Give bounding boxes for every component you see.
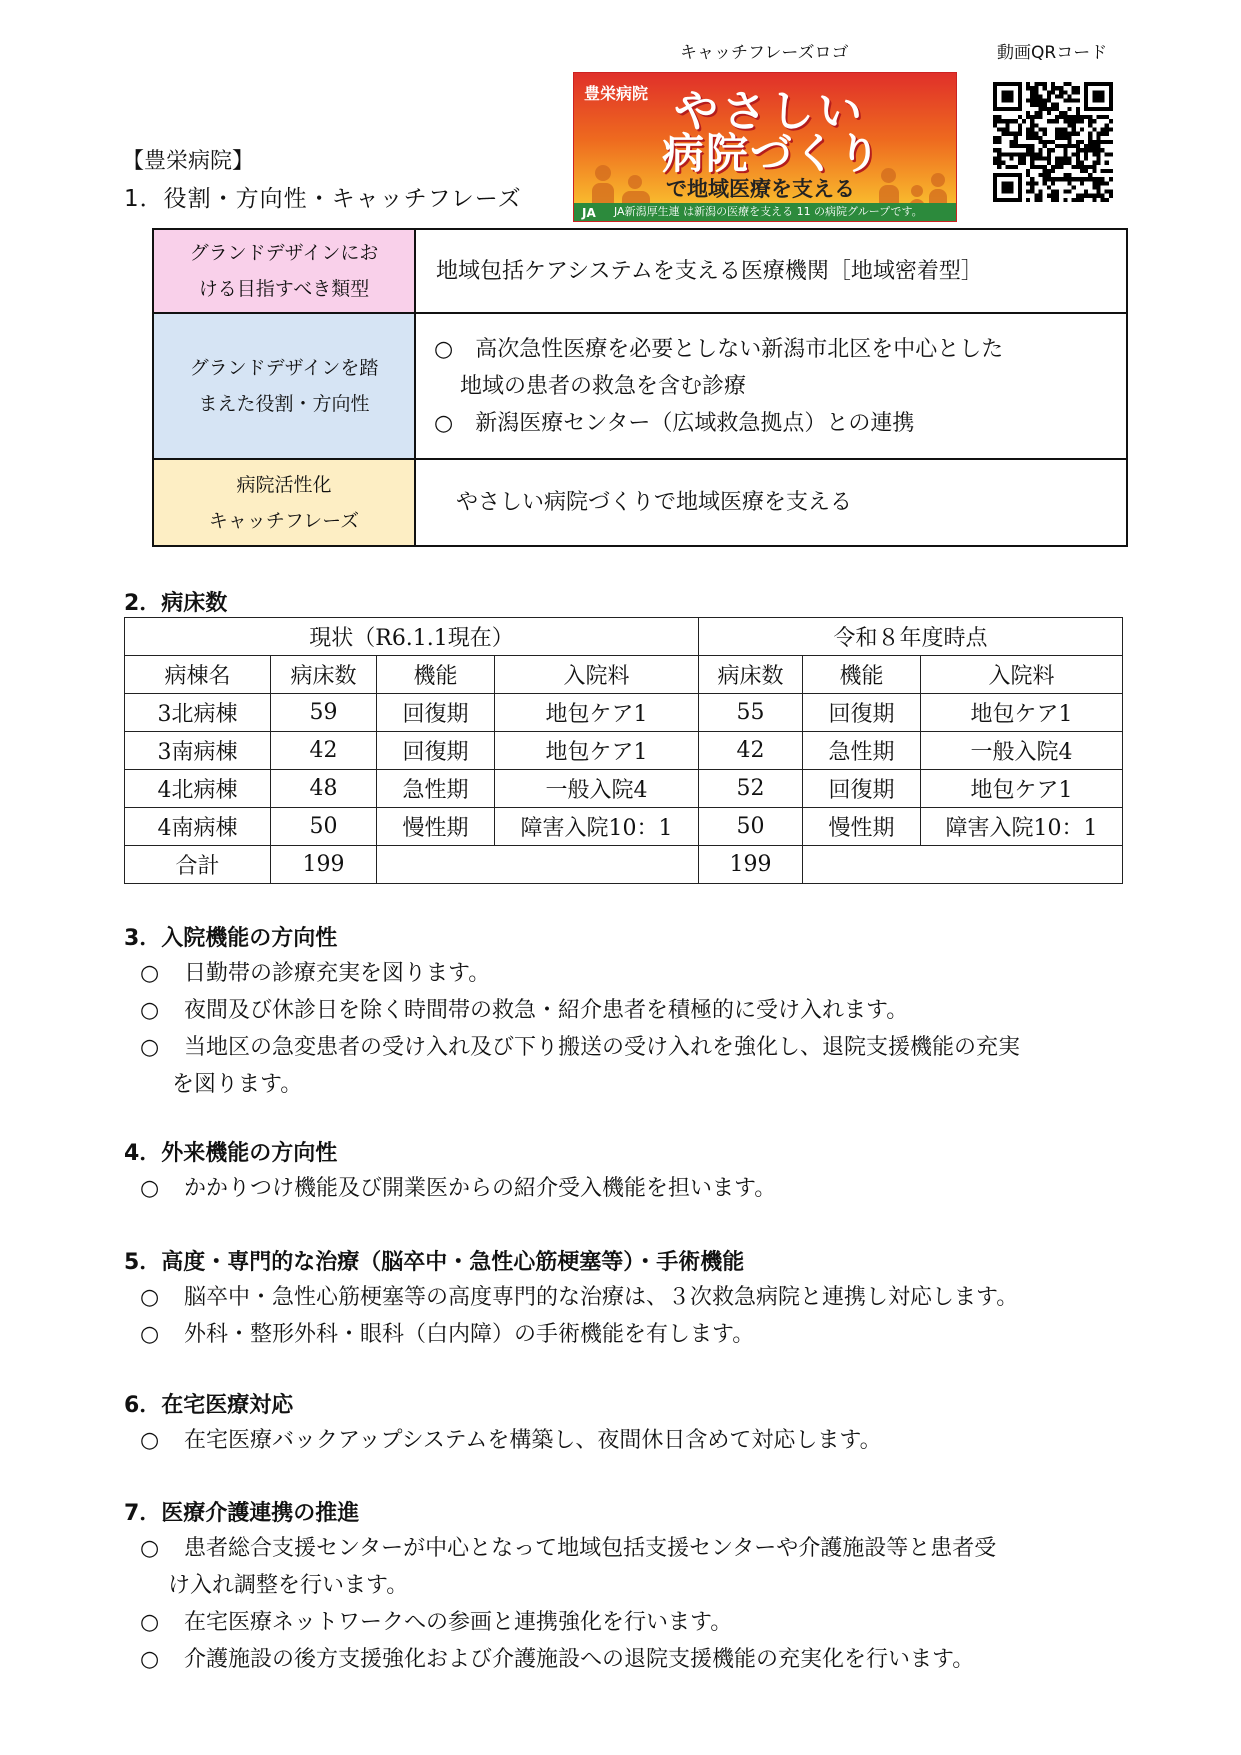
list-item-continuation: を図ります。 [172, 1072, 303, 1097]
role-label-direction: グランドデザインを踏 まえた役割・方向性 [153, 313, 415, 459]
section1-title: 1．役割・方向性・キャッチフレーズ [124, 186, 522, 212]
col-header: 機能 [377, 656, 495, 694]
admission-fee-future: 障害入院10：1 [921, 808, 1123, 846]
ward-name: 4南病棟 [125, 808, 271, 846]
list-item: ○ 介護施設の後方支援強化および介護施設への退院支援機能の充実化を行います。 [140, 1647, 975, 1672]
role-label-catchphrase: 病院活性化 キャッチフレーズ [153, 459, 415, 546]
admission-fee-future: 地包ケア1 [921, 770, 1123, 808]
section2-title: 2．病床数 [124, 591, 228, 616]
bed-count-future: 50 [699, 808, 803, 846]
function: 回復期 [377, 732, 495, 770]
section3-title: 3．入院機能の方向性 [124, 926, 338, 951]
logo-band: JA新潟厚生連 は新潟の医療を支える 11 の病院グループです。 [574, 203, 956, 221]
function-future: 回復期 [803, 694, 921, 732]
col-header: 病床数 [271, 656, 377, 694]
admission-fee-future: 一般入院4 [921, 732, 1123, 770]
role-label-type: グランドデザインにお ける目指すべき類型 [153, 229, 415, 313]
list-item: ○ 当地区の急変患者の受け入れ及び下り搬送の受け入れを強化し、退院支援機能の充実 [140, 1035, 1021, 1060]
section7-list [128, 1530, 1138, 1678]
logo-line2: 病院づくり [662, 129, 883, 178]
ward-name: 4北病棟 [125, 770, 271, 808]
function-future: 慢性期 [803, 808, 921, 846]
admission-fee-future: 地包ケア1 [921, 694, 1123, 732]
empty-cell [803, 846, 1123, 884]
function: 慢性期 [377, 808, 495, 846]
col-header: 病床数 [699, 656, 803, 694]
bed-count: 42 [271, 732, 377, 770]
table-row [125, 808, 1123, 846]
total-row [125, 846, 1123, 884]
section4-title: 4．外来機能の方向性 [124, 1141, 338, 1166]
total-future: 199 [699, 846, 803, 884]
role-value-direction: ○ 高次急性医療を必要としない新潟市北区を中心とした 地域の患者の救急を含む診療 ○ 新潟医療センター（広域救急拠点）との連携 [415, 313, 1127, 459]
logo-line3: で地域医療を支える [666, 177, 855, 201]
list-item: ○ 日勤帯の診療充実を図ります。 [140, 961, 491, 986]
list-item: ○ 夜間及び休診日を除く時間帯の救急・紹介患者を積極的に受け入れます。 [140, 998, 909, 1023]
logo-caption: キャッチフレーズロゴ [680, 43, 849, 63]
list-item: ○ 外科・整形外科・眼科（白内障）の手術機能を有します。 [140, 1322, 755, 1347]
admission-fee: 一般入院4 [495, 770, 699, 808]
section3-list [128, 955, 1138, 1103]
total-current: 199 [271, 846, 377, 884]
ward-name: 3北病棟 [125, 694, 271, 732]
function-future: 回復期 [803, 770, 921, 808]
admission-fee: 地包ケア1 [495, 732, 699, 770]
role-table [152, 228, 1128, 547]
list-item: ○ 患者総合支援センターが中心となって地域包括支援センターや介護施設等と患者受 [140, 1536, 997, 1561]
qr-code-icon [993, 82, 1113, 202]
section6-list [128, 1422, 1138, 1459]
section5-title: 5．高度・専門的な治療（脳卒中・急性心筋梗塞等）・手術機能 [124, 1250, 745, 1275]
bed-count-table [124, 617, 1123, 884]
ward-name: 3南病棟 [125, 732, 271, 770]
qr-caption: 動画QRコード [997, 43, 1108, 63]
bed-count-future: 55 [699, 694, 803, 732]
bed-count-future: 42 [699, 732, 803, 770]
logo-hospital-name: 豊栄病院 [584, 84, 649, 103]
col-header: 機能 [803, 656, 921, 694]
group-future: 令和８年度時点 [699, 618, 1123, 656]
list-item: ○ 在宅医療バックアップシステムを構築し、夜間休日含めて対応します。 [140, 1428, 882, 1453]
table-row [125, 770, 1123, 808]
bed-count: 48 [271, 770, 377, 808]
col-header: 病棟名 [125, 656, 271, 694]
role-value-type: 地域包括ケアシステムを支える医療機関［地域密着型］ [415, 229, 1127, 313]
bed-count: 59 [271, 694, 377, 732]
bed-count: 50 [271, 808, 377, 846]
col-header: 入院料 [495, 656, 699, 694]
section6-title: 6．在宅医療対応 [124, 1393, 294, 1418]
function-future: 急性期 [803, 732, 921, 770]
list-item: ○ 在宅医療ネットワークへの参画と連携強化を行います。 [140, 1610, 733, 1635]
table-row [125, 694, 1123, 732]
function: 急性期 [377, 770, 495, 808]
list-item: ○ 脳卒中・急性心筋梗塞等の高度専門的な治療は、３次救急病院と連携し対応します。 [140, 1285, 1019, 1310]
admission-fee: 障害入院10：1 [495, 808, 699, 846]
ja-mark: JA [582, 206, 596, 220]
function: 回復期 [377, 694, 495, 732]
group-current: 現状（R6.1.1現在） [125, 618, 699, 656]
section5-list [128, 1279, 1138, 1353]
admission-fee: 地包ケア1 [495, 694, 699, 732]
list-item: ○ かかりつけ機能及び開業医からの紹介受入機能を担います。 [140, 1176, 777, 1201]
bed-count-future: 52 [699, 770, 803, 808]
total-label: 合計 [125, 846, 271, 884]
section4-list [128, 1170, 1138, 1207]
catchphrase-logo [573, 72, 957, 222]
hospital-name: 【豊栄病院】 [122, 149, 255, 174]
list-item-continuation: け入れ調整を行います。 [168, 1573, 409, 1598]
section7-title: 7．医療介護連携の推進 [124, 1501, 360, 1526]
logo-line1: やさしい [674, 86, 866, 137]
empty-cell [377, 846, 699, 884]
table-row [125, 732, 1123, 770]
role-value-catchphrase: やさしい病院づくりで地域医療を支える [415, 459, 1127, 546]
col-header: 入院料 [921, 656, 1123, 694]
